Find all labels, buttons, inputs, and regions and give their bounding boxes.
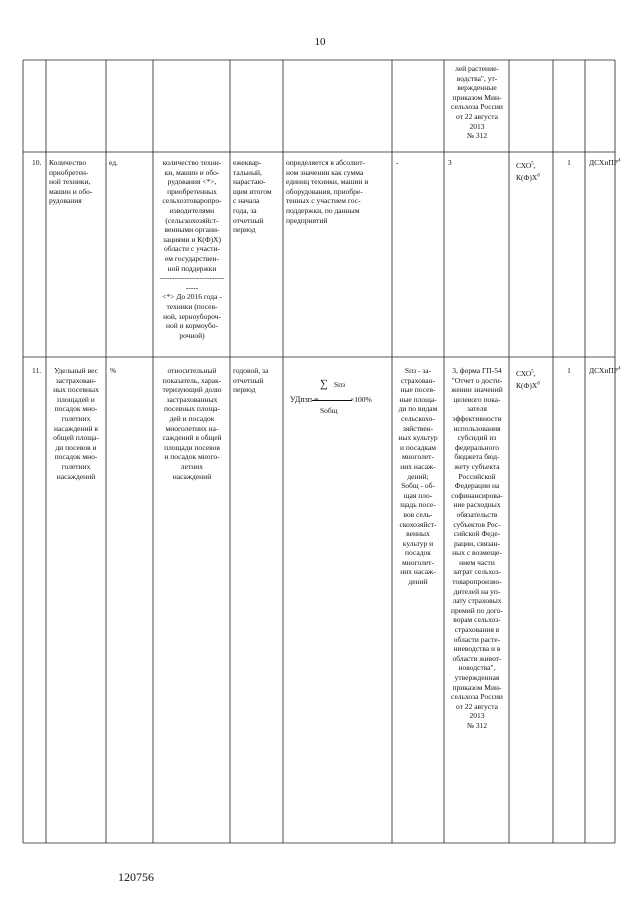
row-11-responsible-sup1: 5 bbox=[531, 369, 534, 375]
row-10-responsible-kfh: К(Ф)Х bbox=[516, 173, 538, 182]
row-10-unit: ед. bbox=[109, 158, 118, 167]
row-11-source: 3, форма ГП-54 "Отчет о дости- жении значений целевого пока- зателя эффективности использования субсидий из федерального бюджета бюд- жету субъекта Российской Федерации на софинансирова- ние расходных обязательств субъектов Рос- сийской Феде- рации, связан- ных с возмеще- нием части затрат сельхоз- товаропроизво- дителей на уп- лату страховых премий по дого- ворам сельхоз- страхования в области расте- ниеводства и в области живот- новодства", утвержденная приказом Мин- сельхоза России от 22 августа 2013 № 312 bbox=[450, 366, 504, 730]
row-10-name: Количество приобретен- ной техники, машин и обо- рудования bbox=[49, 158, 93, 206]
row-10-responsible: СХО$^5$, $К(Ф)Х^6$ bbox=[516, 161, 540, 182]
continuation-source-cell: лей растение- водства", ут- вержденные приказом Мин- сельхоза России от 22 августа 2013 № 312 bbox=[451, 64, 503, 141]
row-11-unit: % bbox=[110, 366, 117, 375]
row-10-method: определяется в абсолют- ном значении как сумма единиц техники, машин и оборудования, приобре- тенных с участием гос- поддержки, по данным предприятий bbox=[286, 158, 369, 225]
row-11-responsible-main: СХО bbox=[516, 369, 532, 378]
row-10-periodicity: ежеквар- тальный, нарастаю- щим итогом с начала года, за отчетный период bbox=[233, 158, 272, 235]
footer-code: 120756 bbox=[118, 870, 154, 884]
row-11-name: Удельный вес застрахован- ных посевных площадей и посадок мно- голетних насаждений в общей площа- ди посевов и посадок мно- голетних насаждений bbox=[53, 366, 99, 481]
row-11-formula bbox=[290, 378, 390, 418]
row-11-responsible: СХО$^5$, $К(Ф)Х^6$ bbox=[516, 369, 540, 390]
row-11-col11-sup: 4 bbox=[617, 366, 621, 372]
page-number: 10 bbox=[314, 36, 326, 48]
row-11-responsible-kfh: К(Ф)Х bbox=[516, 381, 538, 390]
row-10-responsible-main: СХО bbox=[516, 161, 532, 170]
row-11-definition: относительный показатель, харак- теризующий долю застрахованных посевных площа- дей и посадок многолетних на- саждений в общей площади посевов и посадок много- летних насаждений bbox=[162, 366, 222, 481]
row-11-number: 11. bbox=[32, 366, 42, 375]
row-10-col11 bbox=[589, 158, 619, 168]
row-10-col11-text: ДСХиПР bbox=[589, 158, 618, 167]
row-11-col11-text: ДСХиПР bbox=[589, 366, 618, 375]
row-10-number: 10. bbox=[32, 158, 42, 167]
row-10-responsible-sup2: 6 bbox=[537, 173, 540, 179]
row-10-col11-sup: 4 bbox=[617, 158, 621, 164]
formula-denominator: Sобщ bbox=[320, 406, 338, 415]
formula-sum-sign: ∑ bbox=[320, 378, 328, 390]
row-10-col10: 1 bbox=[567, 158, 571, 167]
formula-fraction-bar bbox=[312, 400, 352, 401]
row-11-periodicity: годовой, за отчетный период bbox=[233, 366, 269, 395]
row-11-col11 bbox=[589, 366, 619, 376]
row-10-indicators: - bbox=[396, 158, 399, 167]
row-11-indicators: Sпз - за- страхован- ные посев- ные площа- ди по видам сельскохо- зяйствен- ных культур и посадкам многолет- них насаж- дений; Sобщ - об- щая пло- щадь посе- вов сель- скохозяйст- венных культур и посадок многолет- них насаж- дений bbox=[398, 366, 438, 587]
row-11-col10: 1 bbox=[567, 366, 571, 375]
row-10-responsible-sup1: 5 bbox=[531, 161, 534, 167]
row-11-responsible-sup2: 6 bbox=[537, 381, 540, 387]
row-10-source: 3 bbox=[448, 158, 452, 167]
formula-multiplier: ×100% bbox=[350, 395, 372, 404]
row-10-definition: количество техни- ки, машин и обо- рудования <*>, приобретенных сельхозтоваропро- изводителями (сельскохозяйст- венными органи- зациями и К(Ф)Х) области с участи- ем государствен- ной поддержки -------------------------- ----- <*> До 2016 года - техники (посев- ной, зерноубороч- ной и кормоубо- рочной) bbox=[159, 158, 225, 340]
formula-numerator: Sпз bbox=[334, 380, 346, 389]
formula-lhs: УДпзп = bbox=[290, 395, 319, 404]
